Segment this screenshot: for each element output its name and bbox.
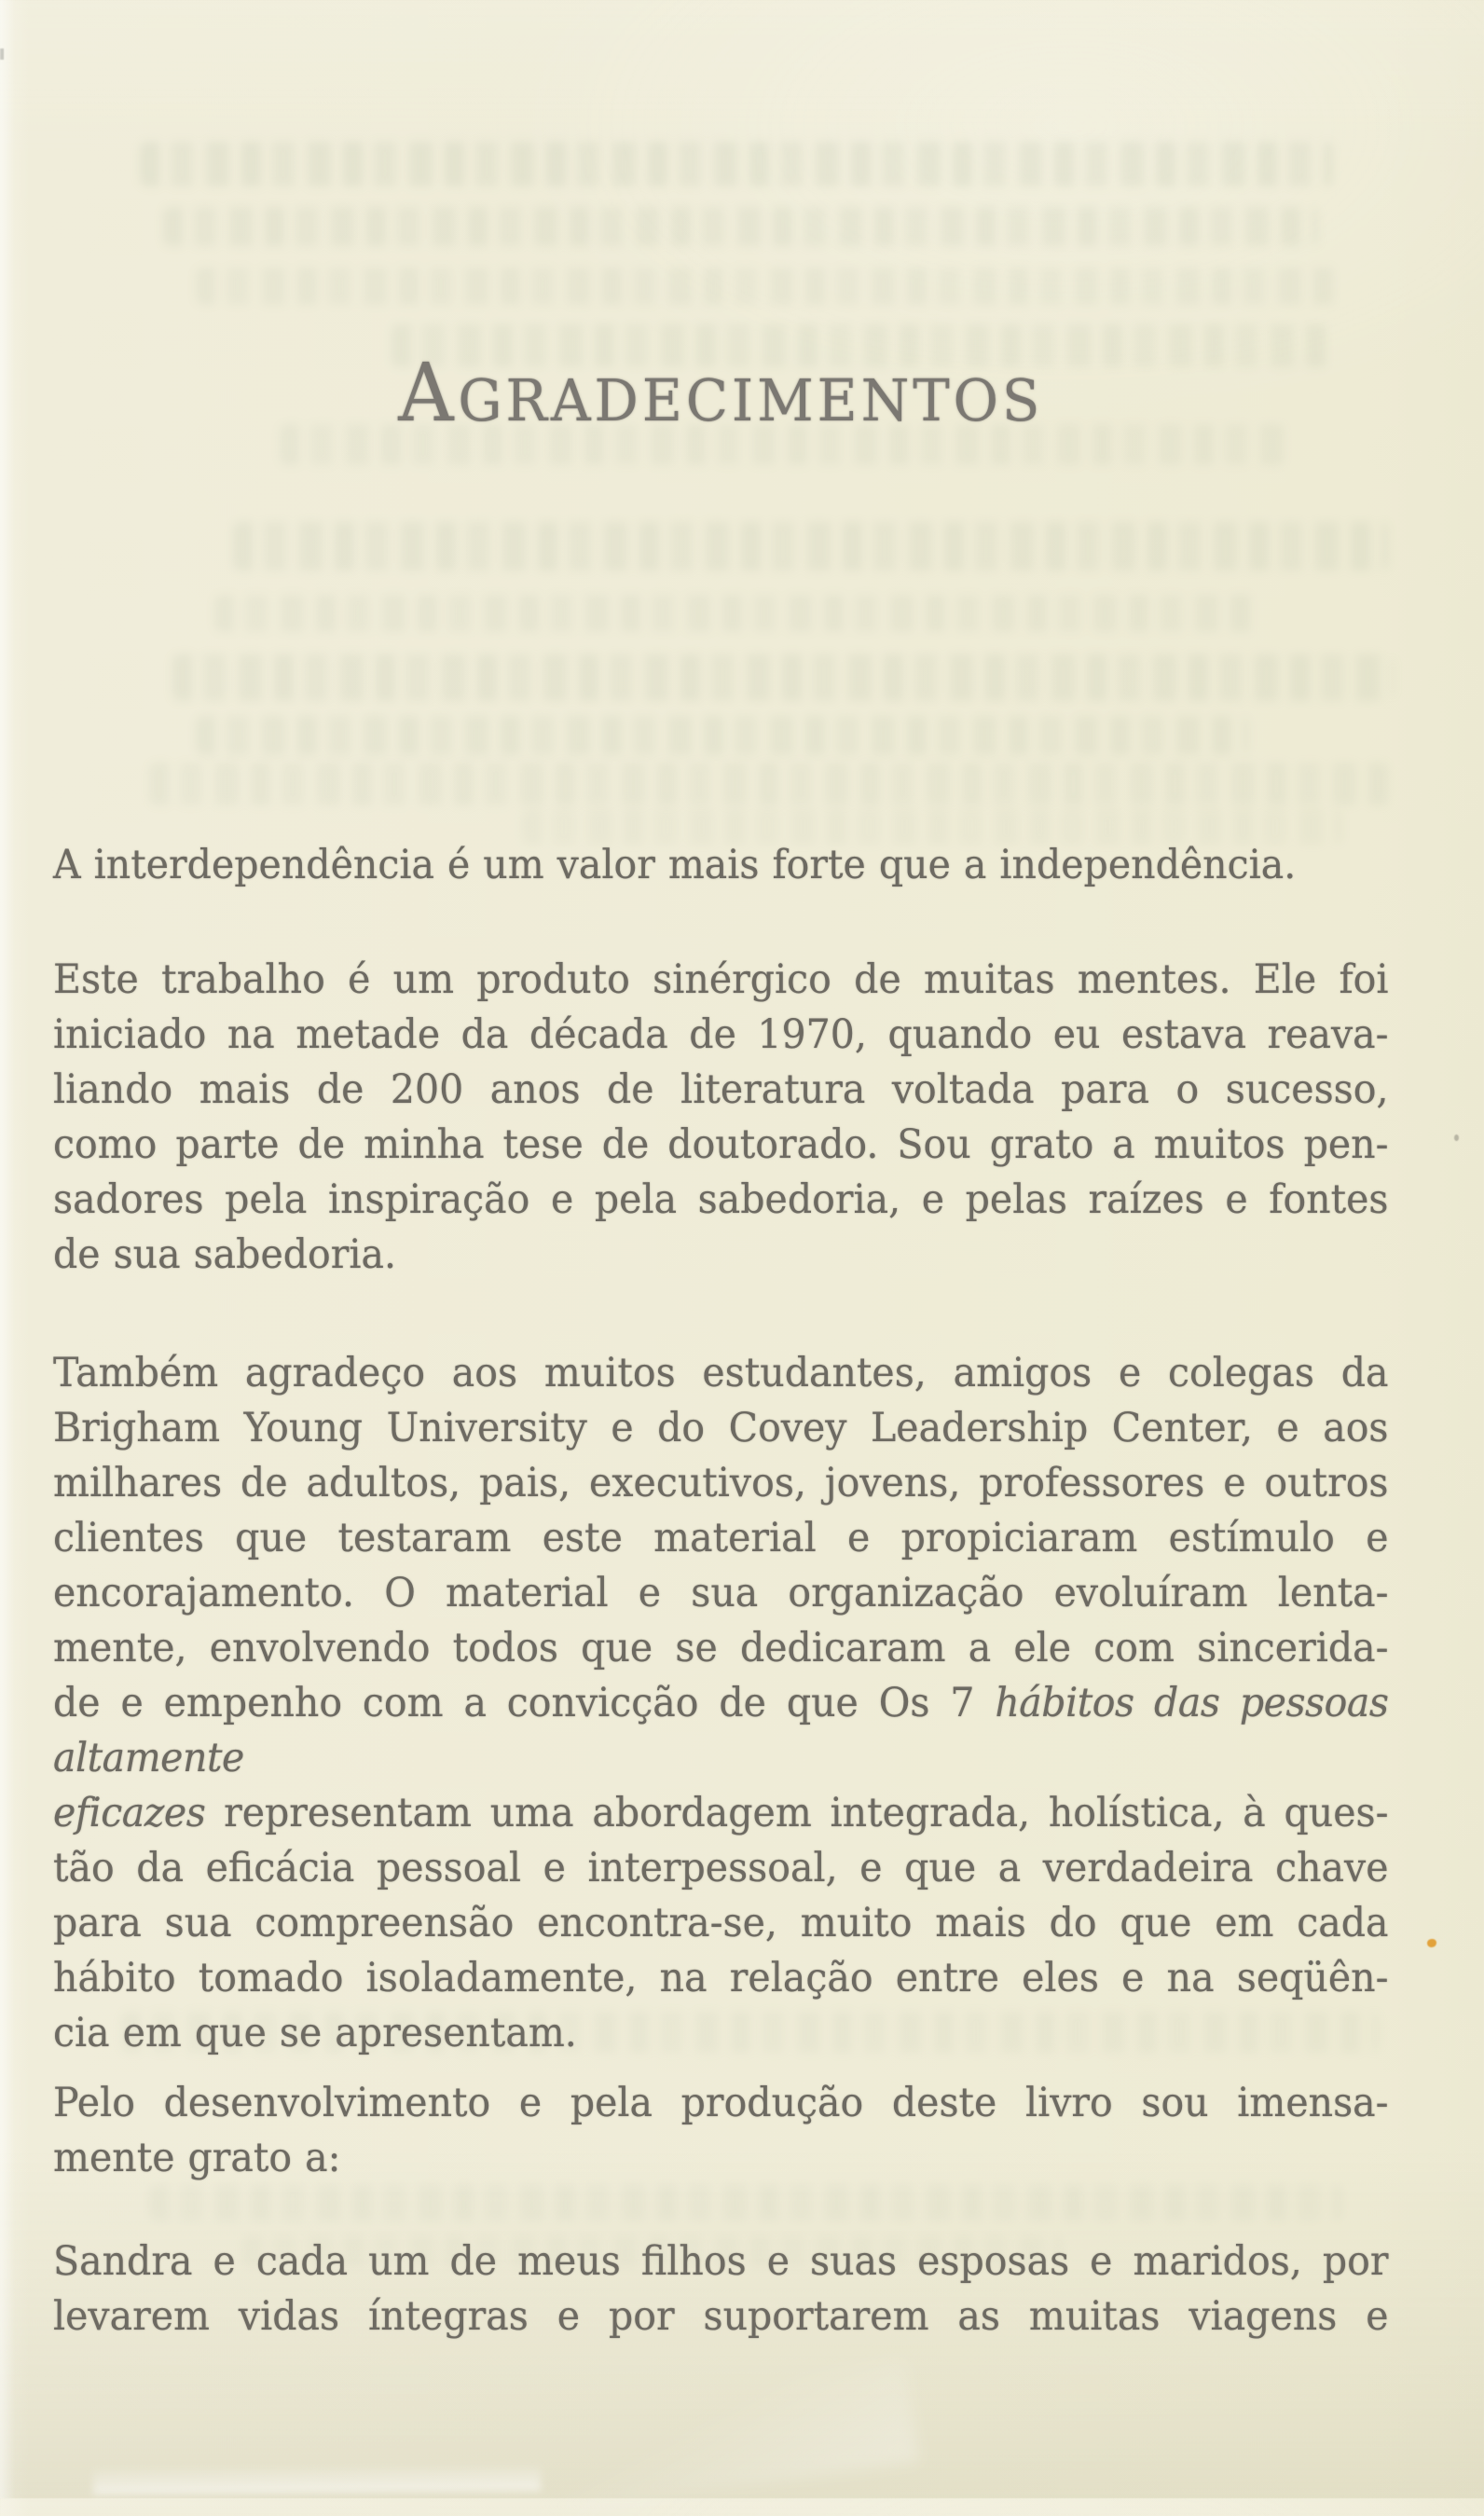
scan-edge-highlight: [0, 0, 15, 2498]
text-run: representam uma abordagem integrada, holística, à ques-: [205, 1790, 1389, 1836]
text-run: Este trabalho é um produto sinérgico de muitas mentes. Ele foi: [53, 956, 1389, 1003]
orange-speck: [1427, 1939, 1436, 1947]
text-line: [53, 1511, 1389, 1566]
text-line: [53, 953, 1389, 1008]
text-run: como parte de minha tese de doutorado. Sou grato a muitos pen-: [53, 1121, 1389, 1168]
body-paragraph: [53, 953, 1389, 1283]
body-paragraph: [53, 1346, 1389, 2061]
text-line: [53, 1228, 1389, 1283]
text-line: [53, 1951, 1389, 2006]
text-run: Brigham Young University e do Covey Leadership Center, e aos: [53, 1405, 1389, 1451]
text-line: [53, 2234, 1389, 2289]
text-line: [53, 1786, 1389, 1841]
text-line: [53, 1173, 1389, 1228]
text-run: iniciado na metade da década de 1970, quando eu estava reava-: [53, 1011, 1389, 1058]
text-line: [53, 1118, 1389, 1173]
text-line: [53, 1566, 1389, 1621]
text-run: A interdependência é um valor mais forte que a independência.: [53, 842, 1297, 888]
text-run: liando mais de 200 anos de literatura voltada para o sucesso,: [53, 1066, 1389, 1113]
text-run: encorajamento. O material e sua organização evoluíram lenta-: [53, 1570, 1389, 1616]
text-run: mente grato a:: [53, 2135, 341, 2181]
text-run: milhares de adultos, pais, executivos, jovens, professores e outros: [53, 1460, 1389, 1506]
text-run: cia em que se apresentam.: [53, 2010, 577, 2056]
text-run: hábito tomado isoladamente, na relação entre eles e na seqüên-: [53, 1955, 1389, 2001]
text-run: tão da eficácia pessoal e interpessoal, e que a verdadeira chave: [53, 1845, 1389, 1891]
text-line: [53, 1456, 1389, 1511]
text-run: para sua compreensão encontra-se, muito mais do que em cada: [53, 1900, 1389, 1946]
body-paragraph: [53, 2076, 1389, 2186]
text-run: sadores pela inspiração e pela sabedoria, e pelas raízes e fontes: [53, 1176, 1389, 1223]
text-line: [53, 1896, 1389, 1951]
page-title: AGRADECIMENTOS: [398, 347, 1044, 440]
text-line: [53, 838, 1389, 893]
body-paragraph: [53, 2234, 1389, 2344]
text-run: clientes que testaram este material e propiciaram estímulo e: [53, 1515, 1389, 1561]
text-line: [53, 2131, 1389, 2186]
text-run: Pelo desenvolvimento e pela produção deste livro sou imensa-: [53, 2080, 1389, 2126]
page-edge-highlight: [93, 2463, 541, 2495]
text-line: [53, 1008, 1389, 1063]
text-line: [53, 1841, 1389, 1896]
text-line: [53, 2006, 1389, 2061]
text-run: de sua sabedoria.: [53, 1231, 397, 1278]
text-run: de e empenho com a convicção de que Os 7: [53, 1680, 996, 1726]
text-run: Também agradeço aos muitos estudantes, amigos e colegas da: [53, 1350, 1389, 1396]
text-line: [53, 1676, 1389, 1786]
italic-text-run: eficazes: [53, 1790, 206, 1836]
text-line: [53, 1401, 1389, 1456]
text-run: mente, envolvendo todos que se dedicaram a ele com sincerida-: [53, 1625, 1389, 1671]
text-column: [53, 0, 1389, 2498]
text-line: [53, 2076, 1389, 2131]
text-line: [53, 1346, 1389, 1401]
text-line: [53, 2289, 1389, 2344]
text-line: [53, 1063, 1389, 1118]
text-run: levarem vidas íntegras e por suportarem as muitas viagens e: [53, 2293, 1389, 2340]
paper-speck: [1454, 1134, 1459, 1141]
epigraph-paragraph: [53, 838, 1389, 893]
text-run: Sandra e cada um de meus filhos e suas esposas e maridos, por: [53, 2238, 1389, 2285]
italic-text-run: hábitos das pessoas altamente: [53, 1680, 1389, 1781]
text-line: [53, 1621, 1389, 1676]
